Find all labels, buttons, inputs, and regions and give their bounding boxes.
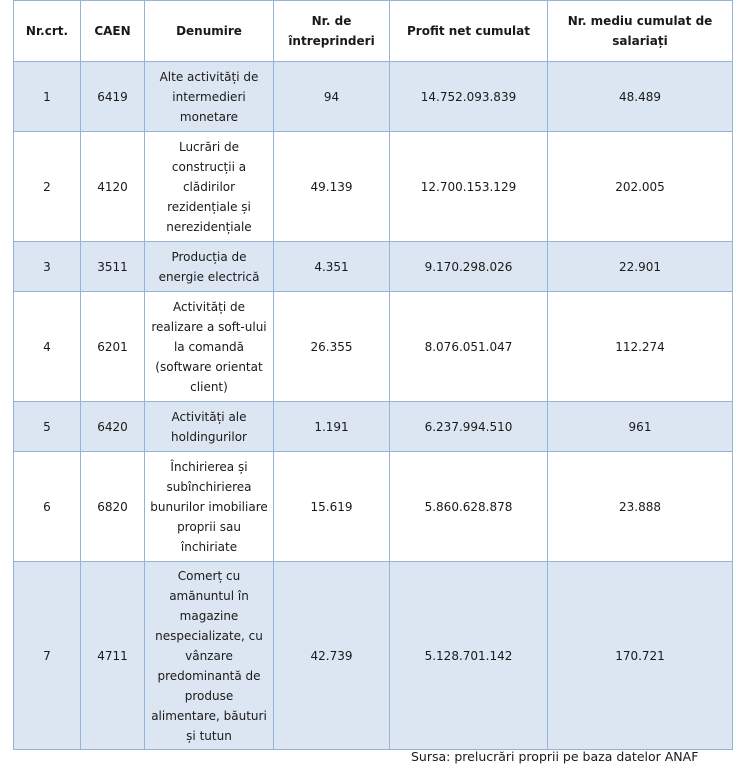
- cell-intreprinderi: 42.739: [274, 562, 390, 750]
- cell-caen: 4711: [81, 562, 145, 750]
- header-row: [14, 1, 733, 62]
- cell-caen: 6419: [81, 62, 145, 132]
- cell-denumire: Lucrări de construcții a clădirilor rezidențiale și nerezidențiale: [145, 132, 274, 242]
- cell-denumire: Închirierea și subînchirierea bunurilor imobiliare proprii sau închiriate: [145, 452, 274, 562]
- cell-nr: 7: [14, 562, 81, 750]
- cell-intreprinderi: 4.351: [274, 242, 390, 292]
- cell-intreprinderi: 94: [274, 62, 390, 132]
- cell-profit: 8.076.051.047: [390, 292, 548, 402]
- header-profit: Profit net cumulat: [390, 1, 548, 62]
- cell-nr: 5: [14, 402, 81, 452]
- cell-caen: 3511: [81, 242, 145, 292]
- cell-caen: 6420: [81, 402, 145, 452]
- source-note: Sursa: prelucrări proprii pe baza datelor ANAF: [411, 749, 699, 764]
- cell-salariati: 48.489: [548, 62, 733, 132]
- cell-salariati: 961: [548, 402, 733, 452]
- cell-salariati: 202.005: [548, 132, 733, 242]
- cell-nr: 2: [14, 132, 81, 242]
- cell-intreprinderi: 26.355: [274, 292, 390, 402]
- cell-salariati: 170.721: [548, 562, 733, 750]
- cell-nr: 6: [14, 452, 81, 562]
- table-row: [14, 132, 733, 242]
- cell-salariati: 23.888: [548, 452, 733, 562]
- cell-nr: 1: [14, 62, 81, 132]
- cell-intreprinderi: 1.191: [274, 402, 390, 452]
- cell-profit: 9.170.298.026: [390, 242, 548, 292]
- cell-nr: 3: [14, 242, 81, 292]
- header-caen: CAEN: [81, 1, 145, 62]
- cell-profit: 5.128.701.142: [390, 562, 548, 750]
- table-row: [14, 452, 733, 562]
- cell-caen: 6201: [81, 292, 145, 402]
- cell-caen: 4120: [81, 132, 145, 242]
- cell-denumire: Comerț cu amănuntul în magazine nespecializate, cu vânzare predominantă de produse alimentare, băuturi și tutun: [145, 562, 274, 750]
- table-row: [14, 62, 733, 132]
- table-row: [14, 562, 733, 750]
- cell-denumire: Alte activități de intermedieri monetare: [145, 62, 274, 132]
- cell-profit: 12.700.153.129: [390, 132, 548, 242]
- cell-profit: 14.752.093.839: [390, 62, 548, 132]
- header-intreprinderi: Nr. de întreprinderi: [274, 1, 390, 62]
- cell-denumire: Activități de realizare a soft-ului la comandă (software orientat client): [145, 292, 274, 402]
- header-salariati: Nr. mediu cumulat de salariați: [548, 1, 733, 62]
- cell-intreprinderi: 15.619: [274, 452, 390, 562]
- cell-salariati: 112.274: [548, 292, 733, 402]
- header-denumire: Denumire: [145, 1, 274, 62]
- cell-intreprinderi: 49.139: [274, 132, 390, 242]
- cell-nr: 4: [14, 292, 81, 402]
- cell-caen: 6820: [81, 452, 145, 562]
- header-nr: Nr.crt.: [14, 1, 81, 62]
- cell-denumire: Activități ale holdingurilor: [145, 402, 274, 452]
- cell-denumire: Producția de energie electrică: [145, 242, 274, 292]
- data-table: [13, 0, 733, 750]
- cell-profit: 5.860.628.878: [390, 452, 548, 562]
- cell-salariati: 22.901: [548, 242, 733, 292]
- cell-profit: 6.237.994.510: [390, 402, 548, 452]
- table-row: [14, 292, 733, 402]
- table-row: [14, 242, 733, 292]
- table-row: [14, 402, 733, 452]
